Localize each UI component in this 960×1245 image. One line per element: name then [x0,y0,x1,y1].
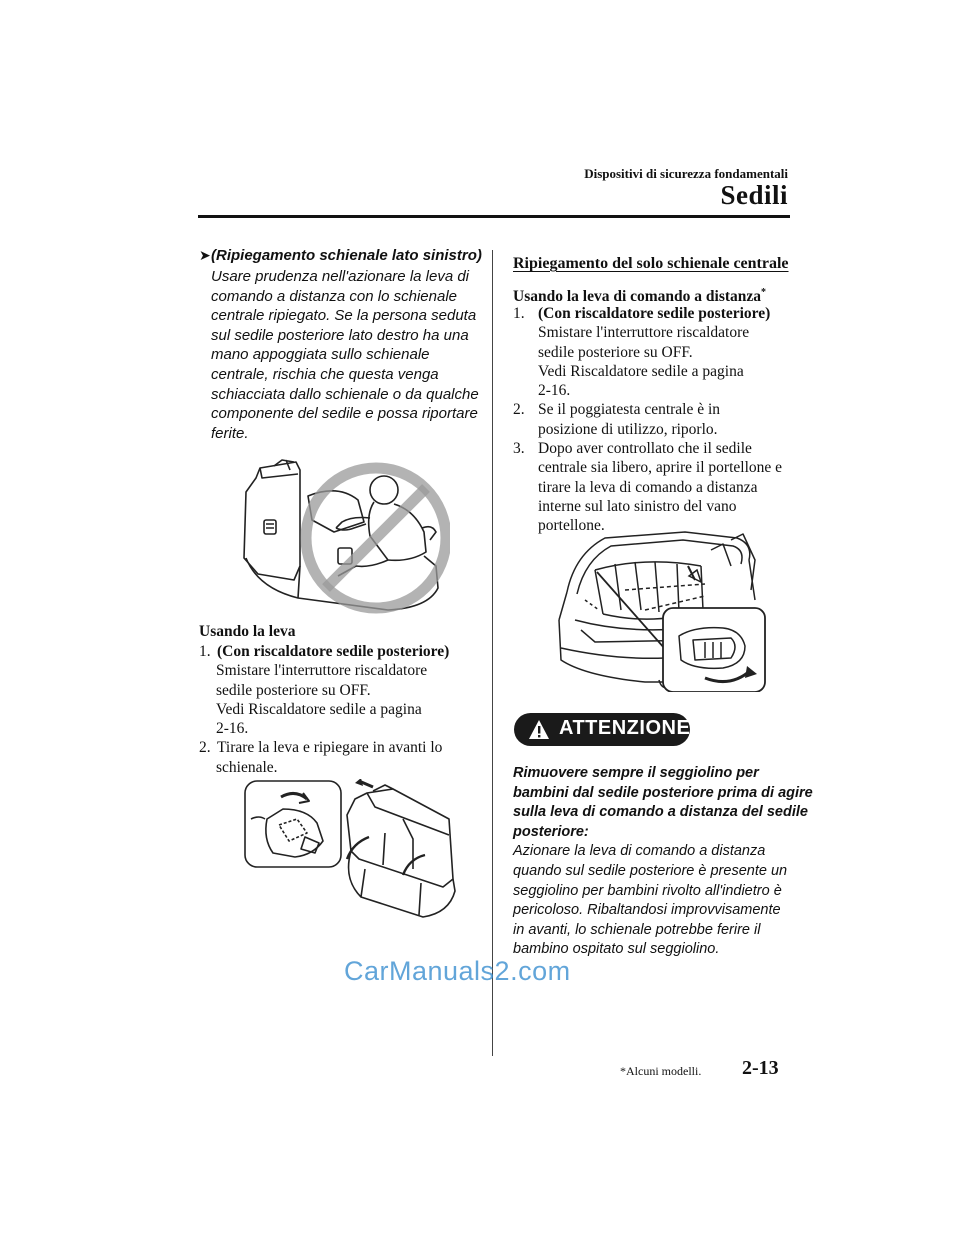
note-line: componente del sedile e possa riportare [211,405,478,423]
footnote-mark: * [761,287,767,298]
caution-bold-line: bambini dal sedile posteriore prima di agire [513,784,813,801]
step-line: 2-16. [216,720,249,738]
caution-bold-line: sulla leva di comando a distanza del sedile [513,804,808,821]
caution-line: bambino ospitato sul seggiolino. [513,941,720,958]
step-2-row [513,400,798,419]
right-subheading [513,283,766,306]
step-line: sedile posteriore su OFF. [216,681,371,699]
right-steps [513,304,798,536]
step-number: 3. [513,440,525,458]
note-title: (Ripiegamento schienale lato sinistro) [211,247,482,264]
step-2-body [538,420,798,439]
step-line: 2-16. [538,382,571,400]
note-line: centrale, rischia che questa venga [211,365,439,383]
step-1-row [513,304,798,323]
watermark: CarManuals2.com [344,956,571,986]
step-number: 2. [513,401,525,419]
caution-bold-line: Rimuovere sempre il seggiolino per [513,765,759,781]
step-3-row [513,439,798,458]
step-line: Smistare l'interruttore riscaldatore [538,324,750,342]
note-line: ferite. [211,424,249,442]
step-line: Dopo aver controllato che il sedile [538,440,752,458]
illustration-cargo-remote-lever [555,530,791,692]
step-title: (Con riscaldatore sedile posteriore) [217,643,450,660]
caution-body [513,764,813,960]
step-2-row [199,738,489,757]
caution-line: quando sul sedile posteriore è presente un [513,862,788,879]
caution-bold-line: posteriore: [513,823,589,840]
page-title: Sedili [720,180,788,210]
note-line: centrale ripiegato. Se la persona seduta [211,307,477,325]
step-line: Se il poggiatesta centrale è in [538,401,721,419]
note-line: Usare prudenza nell'azionare la leva di [211,268,470,285]
caution-line: Azionare la leva di comando a distanza [513,843,766,860]
subheading-text: Usando la leva di comando a distanza [513,288,762,306]
caution-line: seggiolino per bambini rivolto all'indietro è [513,882,782,899]
page-number: 2-13 [742,1057,779,1079]
step-line: posizione di utilizzo, riporlo. [538,420,718,438]
step-number: 1. [199,643,211,660]
step-title: (Con riscaldatore sedile posteriore) [538,305,771,322]
step-line: interne sul lato sinistro del vano [538,497,737,515]
note-line: comando a distanza con lo schienale [211,287,457,305]
step-line: portellone. [538,517,605,535]
header-rule [198,215,790,218]
chapter-title: Dispositivi di sicurezza fondamentali [584,166,788,181]
caution-line: in avanti, lo schienale potrebbe ferire il [513,921,761,938]
step-line: schienale. [216,758,278,776]
left-subheading: Usando la leva [199,623,296,640]
illustration-lever-fold-backrest [243,779,461,919]
step-1-row [199,642,489,661]
step-1-body [538,323,798,400]
footnote: *Alcuni modelli. [620,1064,702,1078]
caution-label-text: ATTENZIONE [559,717,691,739]
step-2-body [216,758,489,777]
step-line: Smistare l'interruttore riscaldatore [216,662,428,680]
caution-line: pericoloso. Ribaltandosi improvvisamente [513,902,781,919]
step-line: Vedi Riscaldatore sedile a pagina [216,700,422,718]
step-1-body [216,661,489,738]
bullet-arrow-icon: ➤ [199,247,211,263]
note-line: mano appoggiata sullo schienale [211,346,430,364]
note-line: sul sedile posteriore lato destro ha una [211,326,469,344]
step-line: tirare la leva di comando a distanza [538,478,758,496]
step-number: 1. [513,305,525,322]
note-body [211,267,481,443]
column-divider [492,250,493,1056]
step-line: sedile posteriore su OFF. [538,343,693,361]
section-title: Ripiegamento del solo schienale centrale [513,255,789,272]
step-line: Tirare la leva e ripiegare in avanti lo [217,739,443,757]
warning-triangle-icon [528,719,550,741]
illustration-hand-caught-prohibited [238,448,450,616]
step-3-body [538,458,798,535]
step-line: Vedi Riscaldatore sedile a pagina [538,362,744,380]
note-line: schiacciata dallo schienale o da qualche [211,385,479,403]
caution-label [514,713,690,746]
step-line: centrale sia libero, aprire il portellone e [538,459,783,477]
left-steps [199,642,489,777]
step-number: 2. [199,739,211,757]
